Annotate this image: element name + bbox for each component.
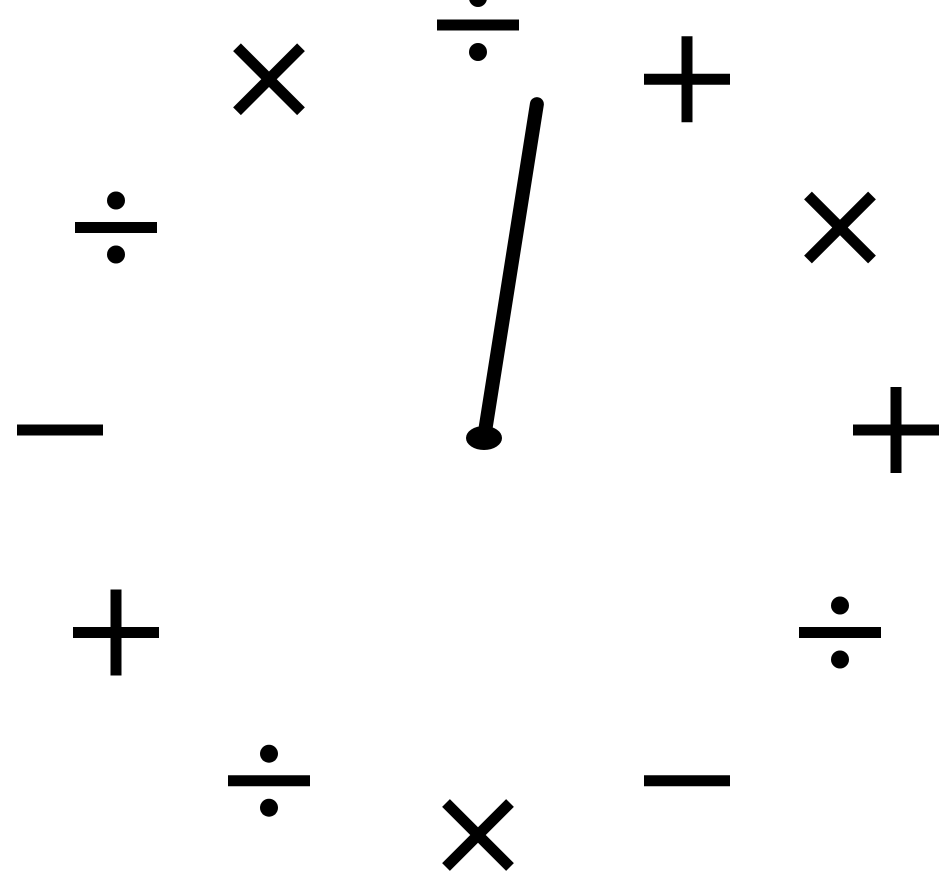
divide-bottom-dot [831, 651, 849, 669]
divide-symbol [228, 745, 310, 817]
plus-symbol [644, 36, 730, 122]
divide-bottom-dot [469, 43, 487, 61]
divide-top-dot [107, 192, 125, 210]
pointer-hand-group [466, 104, 537, 450]
divide-top-dot [469, 0, 487, 7]
plus-symbol [853, 387, 939, 473]
times-symbol [808, 196, 872, 260]
times-symbol [237, 47, 301, 111]
pointer-hand [484, 104, 537, 438]
divide-top-dot [260, 745, 278, 763]
hand-pivot-dot [466, 426, 502, 450]
plus-symbol [73, 590, 159, 676]
times-symbol [446, 803, 510, 867]
divide-bottom-dot [107, 246, 125, 264]
divide-symbol [437, 0, 519, 61]
divide-bottom-dot [260, 799, 278, 817]
divide-symbol [799, 597, 881, 669]
divide-symbol [75, 192, 157, 264]
divide-top-dot [831, 597, 849, 615]
